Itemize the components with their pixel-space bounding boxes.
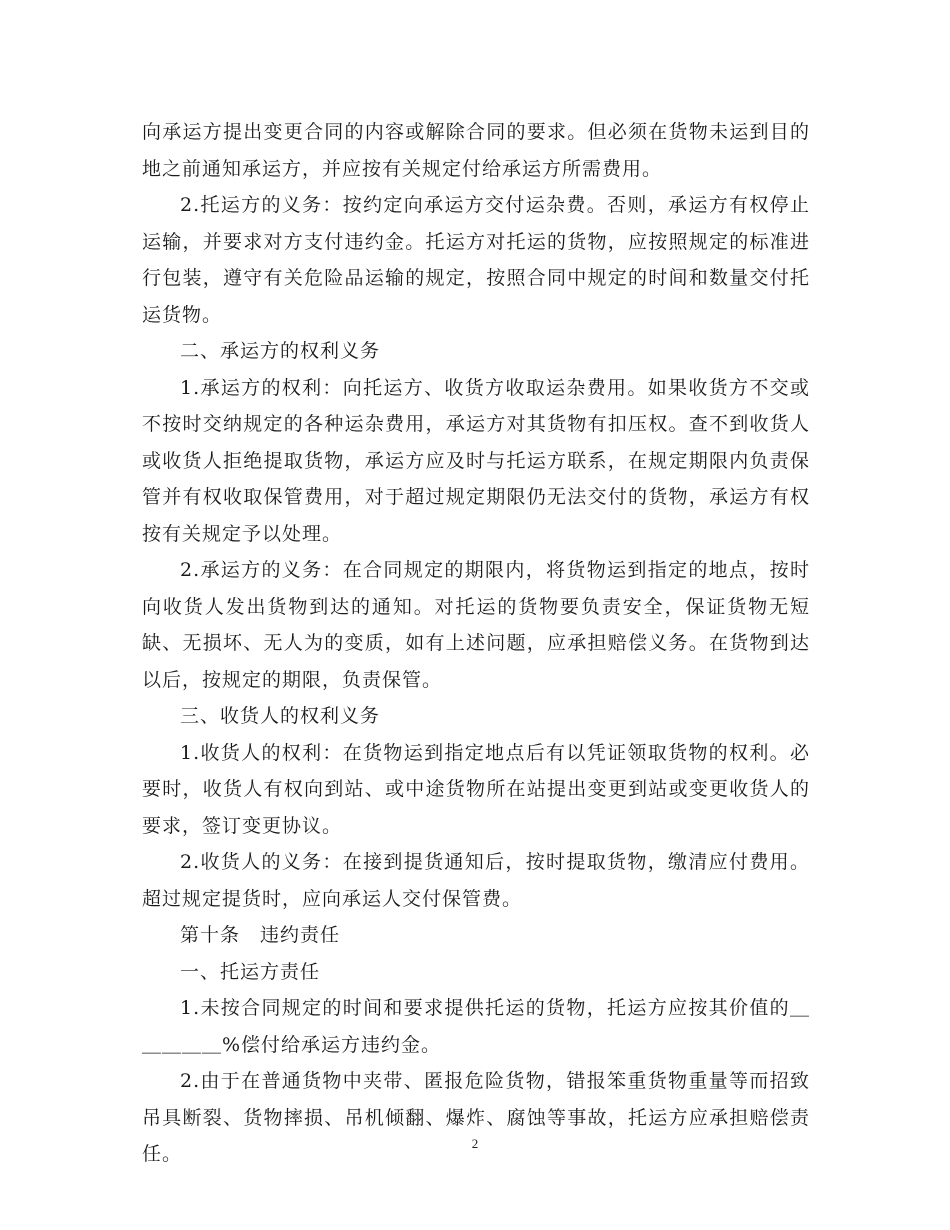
paragraph-continuation: 向承运方提出变更合同的内容或解除合同的要求。但必须在货物未运到目的地之前通知承运方，并应按有关规定付给承运方所需费用。 — [142, 121, 810, 180]
paragraph-consignee-rights: 1.收货人的权利：在货物运到指定地点后有以凭证领取货物的权利。必要时，收货人有权向到站、或中途货物所在站提出变更到站或变更收货人的要求，签订变更协议。 — [142, 741, 810, 837]
article-heading-liability: 第十条 违约责任 — [180, 924, 341, 946]
paragraph-liability-item-2: 2.由于在普通货物中夹带、匿报危险货物，错报笨重货物重量等而招致吊具断裂、货物摔损、吊机倾翻、爆炸、腐蚀等事故，托运方应承担赔偿责任。 — [142, 1070, 810, 1165]
paragraph-liability-item-1: 1.未按合同规定的时间和要求提供托运的货物，托运方应按其价值的＿＿＿＿＿%偿付给承运方违约金。 — [142, 997, 810, 1056]
paragraph-carrier-rights: 1.承运方的权利：向托运方、收货方收取运杂费用。如果收货方不交或不按时交纳规定的各种运杂费用，承运方对其货物有扣压权。查不到收货人或收货人拒绝提取货物，承运方应及时与托运方联系，在规定期限内负责保管并有权收取保管费用，对于超过规定期限仍无法交付的货物，承运方有权按有关规定予以处理。 — [142, 376, 810, 545]
paragraph-shipper-obligations: 2.托运方的义务：按约定向承运方交付运杂费。否则，承运方有权停止运输，并要求对方支付违约金。托运方对托运的货物，应按照规定的标准进行包装，遵守有关危险品运输的规定，按照合同中规定的时间和数量交付托运货物。 — [142, 194, 810, 326]
paragraph-carrier-obligations: 2.承运方的义务：在合同规定的期限内，将货物运到指定的地点，按时向收货人发出货物到达的通知。对托运的货物要负责安全，保证货物无短缺、无损坏、无人为的变质，如有上述问题，应承担赔偿义务。在货物到达以后，按规定的期限，负责保管。 — [142, 559, 810, 691]
paragraph-consignee-obligations: 2.收货人的义务：在接到提货通知后，按时提取货物，缴清应付费用。超过规定提货时，应向承运人交付保管费。 — [142, 851, 810, 910]
section-heading-consignee-rights: 三、收货人的权利义务 — [180, 705, 381, 727]
page-number: 2 — [471, 1136, 479, 1151]
section-heading-shipper-liability: 一、托运方责任 — [180, 960, 321, 983]
document-body — [142, 114, 810, 1173]
section-heading-carrier-rights: 二、承运方的权利义务 — [180, 340, 381, 362]
